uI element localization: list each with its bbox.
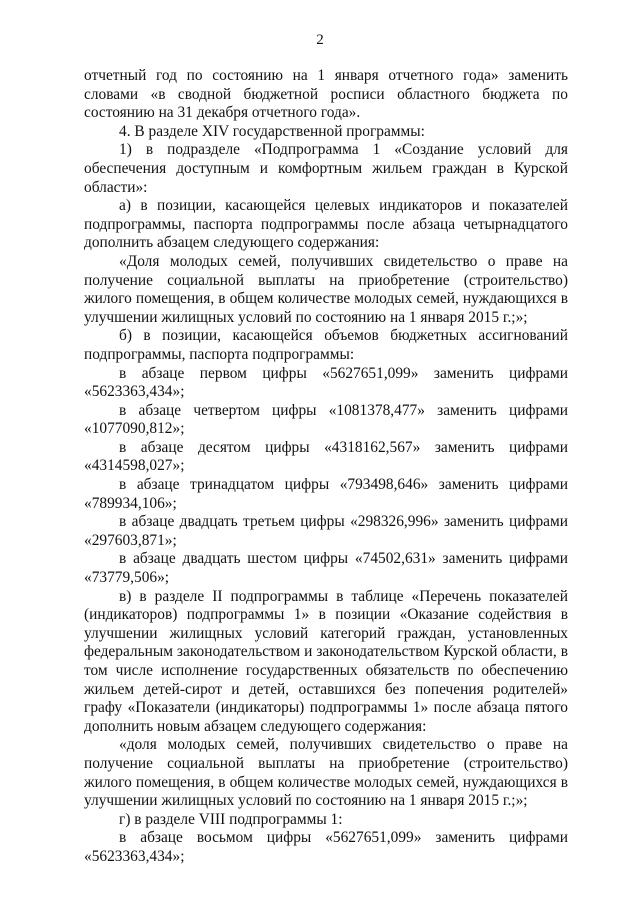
paragraph-item-g: г) в разделе VIII подпрограммы 1: — [119, 810, 343, 828]
paragraph-item-1: 1) в подразделе «Подпрограмма 1 «Создание условий для обеспечения доступным и комфортным жильем граждан в Курской области»: — [84, 141, 568, 196]
paragraph-continuation: отчетный год по состоянию на 1 января отчетного года» заменить словами «в сводной бюджетной росписи областного бюджета по состоянию на 31 декабря отчетного года». — [84, 67, 568, 122]
paragraph-quote-1: «Доля молодых семей, получивших свидетельство о праве на получение социальной выплаты на приобретение (строительство) жилого помещения, в общем количестве молодых семей, нуждающихся в улучшении жилищных условий по состоянию на 1 января 2015 г.;»; — [84, 252, 568, 326]
paragraph-amendment: в абзаце двадцать шестом цифры «74502,631» заменить цифрами «73779,506»; — [84, 550, 568, 587]
paragraph-item-v: в) в разделе II подпрограммы в таблице «Перечень показателей (индикаторов) подпрограммы 1» в позиции «Оказание содействия в улучшении жилищных условий категорий граждан, установленных федеральным законодательством и законодательством Курской области, в том числе исполнение государственных обязательств по обеспечению жильем детей-сирот и детей, оставшихся без попечения родителей» графу «Показатели (индикаторы) подпрограммы 1» после абзаца пятого дополнить новым абзацем следующего содержания: — [84, 587, 568, 735]
paragraph-amendment: в абзаце первом цифры «5627651,099» заменить цифрами «5623363,434»; — [84, 364, 568, 401]
paragraph-amendment: в абзаце четвертом цифры «1081378,477» заменить цифрами «1077090,812»; — [84, 401, 568, 438]
paragraph-item-a: а) в позиции, касающейся целевых индикаторов и показателей подпрограммы, паспорта подпрограммы после абзаца четырнадцатого дополнить абзацем следующего содержания: — [84, 197, 568, 252]
paragraph-item-b: б) в позиции, касающейся объемов бюджетных ассигнований подпрограммы, паспорта подпрограммы: — [84, 327, 568, 363]
paragraph-amendment: в абзаце тринадцатом цифры «793498,646» заменить цифрами «789934,106»; — [84, 476, 568, 512]
paragraph-amendment: в абзаце десятом цифры «4318162,567» заменить цифрами «4314598,027»; — [84, 438, 568, 475]
paragraph-amendment: в абзаце восьмом цифры «5627651,099» заменить цифрами «5623363,434»; — [84, 829, 568, 865]
paragraph-amendment: в абзаце двадцать третьем цифры «298326,996» заменить цифрами «297603,871»; — [84, 513, 568, 549]
page-number: 2 — [316, 32, 324, 48]
paragraph-quote-2: «доля молодых семей, получивших свидетельство о праве на получение социальной выплаты на приобретение (строительство) жилого помещения, в общем количестве молодых семей, нуждающихся в улучшении жилищных условий по состоянию на 1 января 2015 г.;»; — [84, 736, 568, 810]
paragraph-section-4: 4. В разделе XIV государственной программы: — [119, 122, 425, 140]
document-body — [84, 67, 568, 867]
